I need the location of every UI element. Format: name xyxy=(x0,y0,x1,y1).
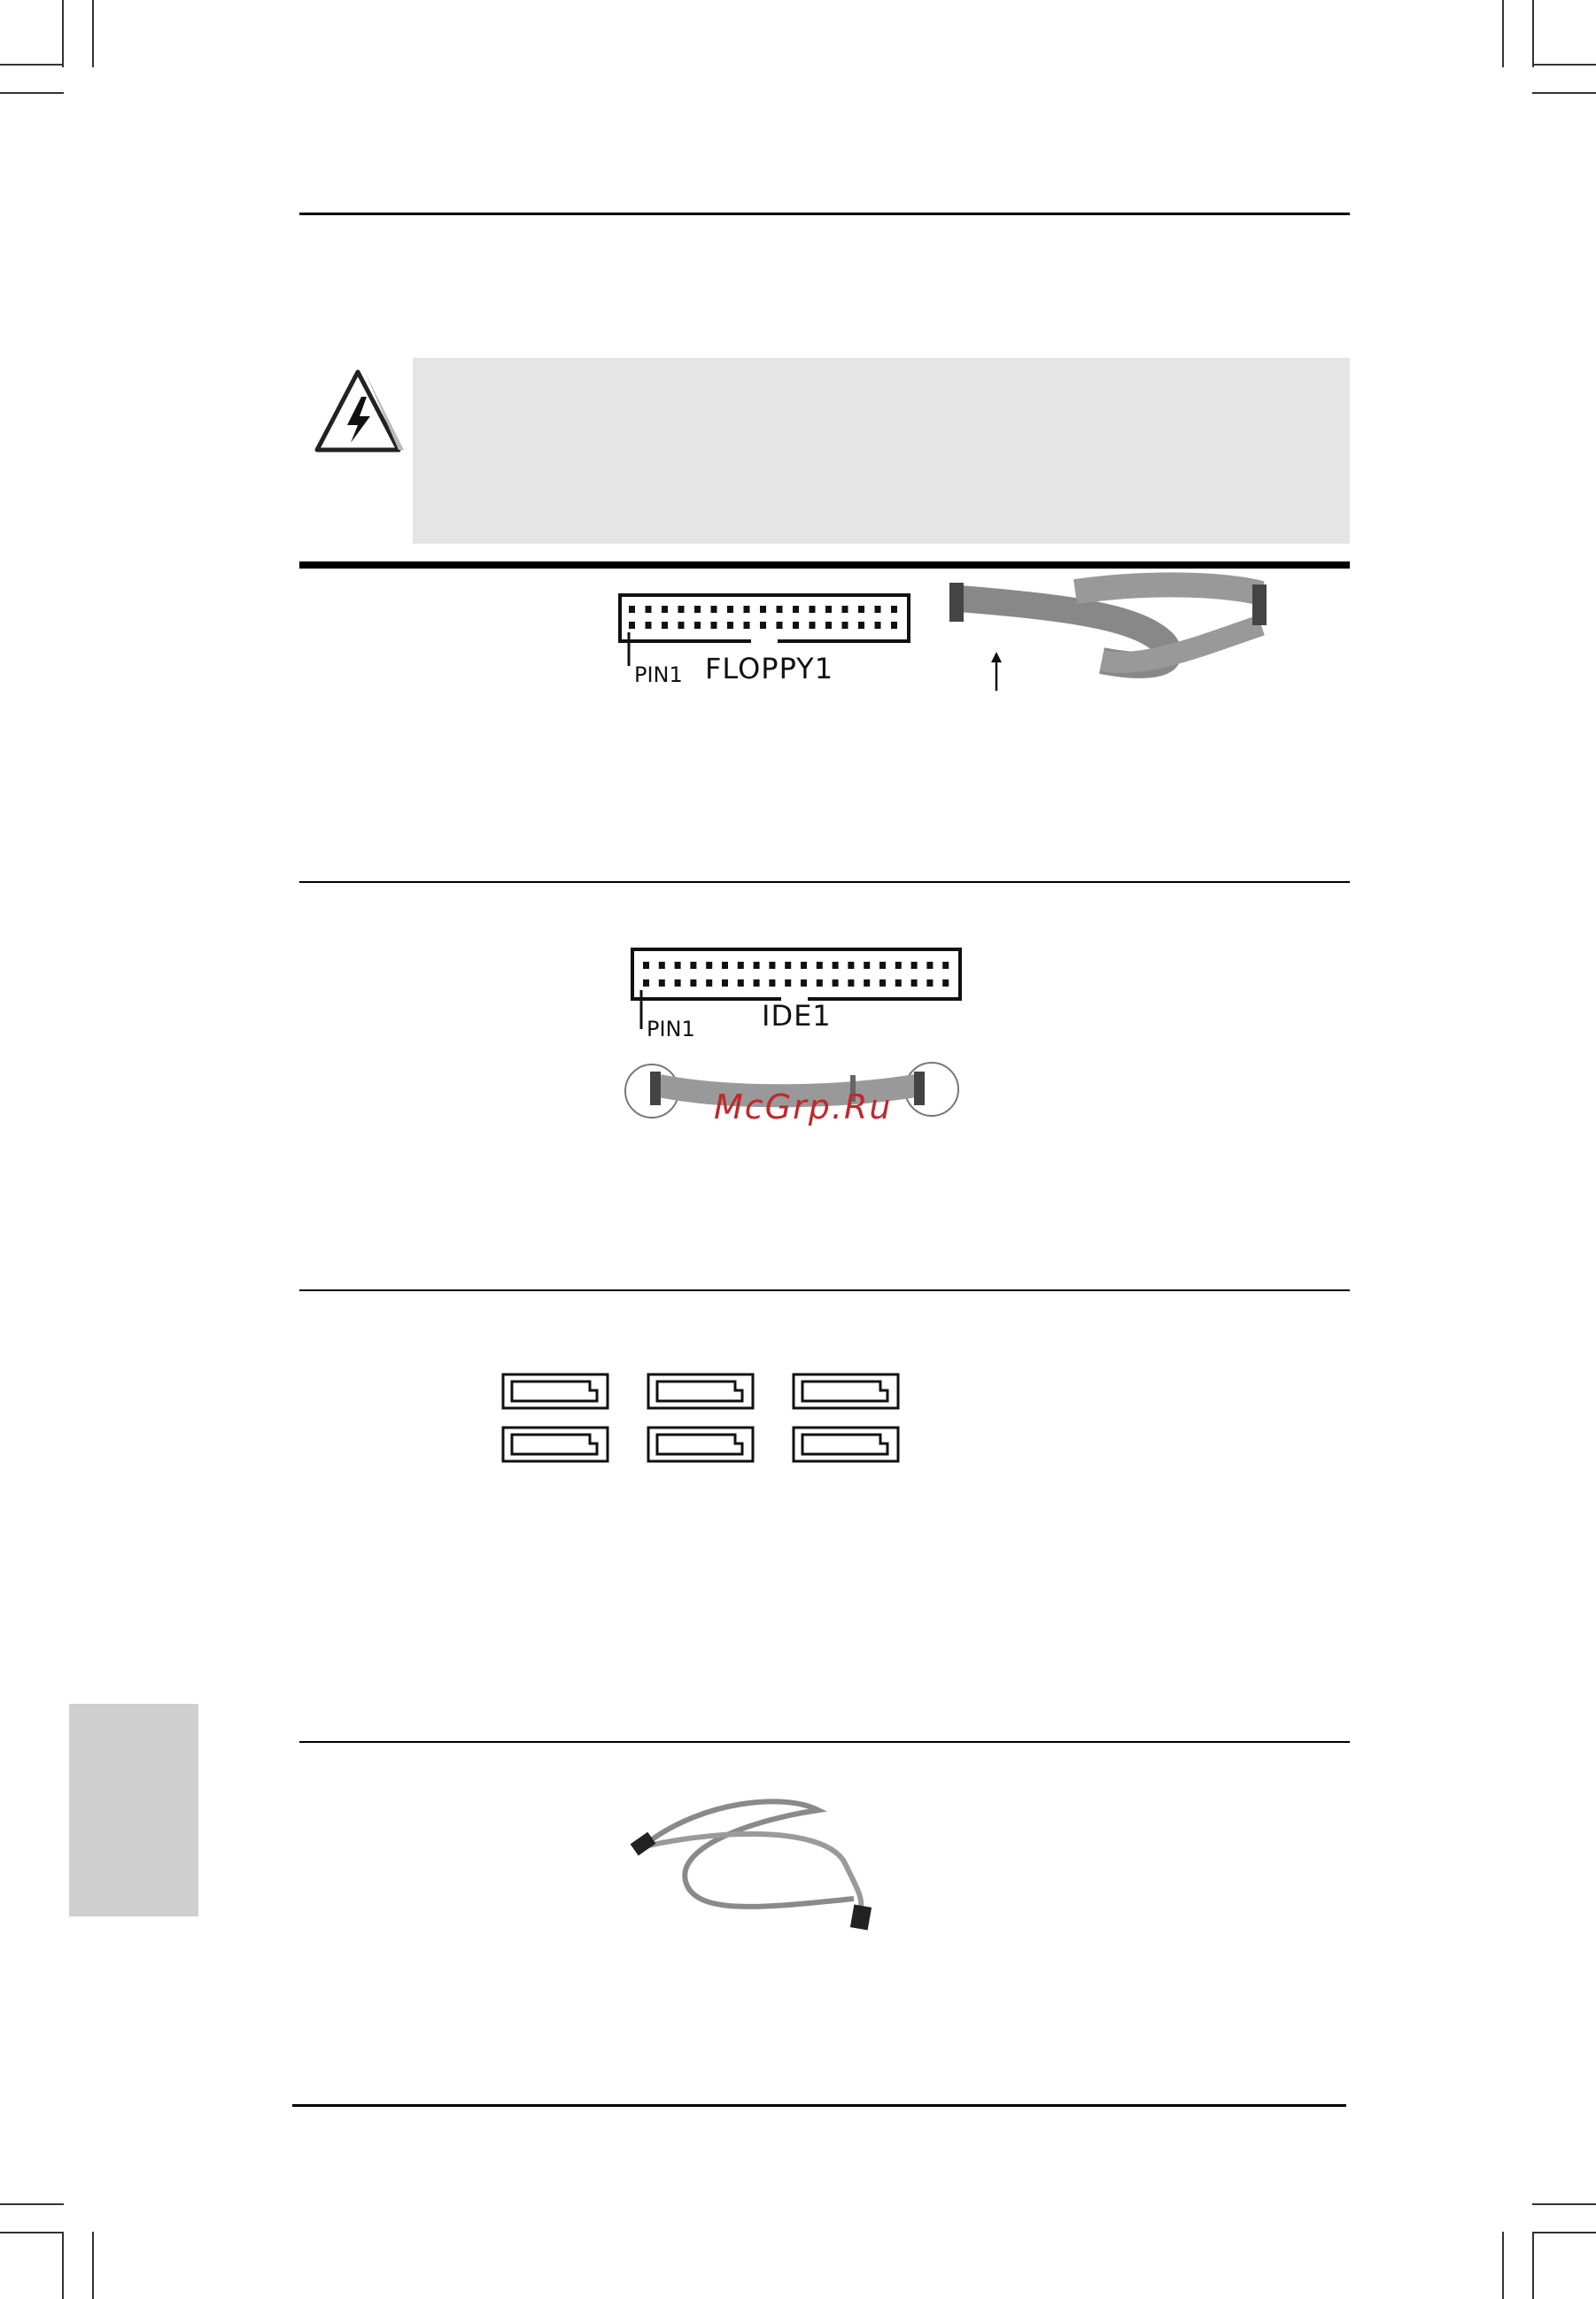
connector-pin xyxy=(727,622,733,629)
crop-mark xyxy=(0,64,64,66)
section-rule xyxy=(299,561,1350,569)
connector-pin xyxy=(754,962,760,969)
crop-mark xyxy=(1532,2232,1534,2299)
connector-pin xyxy=(738,962,744,969)
connector-pin xyxy=(864,979,870,987)
floppy-connector-label: FLOPPY1 xyxy=(705,652,834,685)
connector-pin xyxy=(722,979,728,987)
connector-pin xyxy=(842,622,848,629)
connector-pin xyxy=(706,962,712,969)
connector-pin xyxy=(769,979,775,987)
connector-pin xyxy=(858,622,864,629)
connector-pin xyxy=(711,606,717,613)
ide-pin1-label: PIN1 xyxy=(647,1017,695,1041)
crop-mark xyxy=(0,2232,64,2233)
crop-mark xyxy=(62,2232,64,2299)
connector-pin xyxy=(675,979,681,987)
warning-icon xyxy=(312,367,404,455)
sata-cable-image xyxy=(624,1792,898,1931)
connector-pin xyxy=(629,606,635,613)
arrow-up-icon xyxy=(988,652,1004,691)
crop-mark xyxy=(92,0,94,67)
connector-pin xyxy=(879,962,886,969)
connector-pin xyxy=(643,979,649,987)
connector-pin xyxy=(690,962,696,969)
connector-pin xyxy=(875,606,881,613)
crop-mark xyxy=(92,2232,94,2299)
connector-pin xyxy=(891,622,897,629)
connector-pin xyxy=(744,606,750,613)
crop-mark xyxy=(1532,0,1534,67)
ide-connector-label: IDE1 xyxy=(762,999,832,1033)
connector-pin xyxy=(760,622,766,629)
crop-mark xyxy=(0,2203,64,2205)
crop-mark xyxy=(1502,2232,1504,2299)
watermark: McGrp.Ru xyxy=(714,1088,893,1126)
connector-pin xyxy=(662,622,668,629)
connector-pin xyxy=(777,606,783,613)
connector-pin xyxy=(926,979,933,987)
connector-pin xyxy=(879,979,886,987)
sata-connectors-diagram xyxy=(501,1373,902,1470)
connector-pin xyxy=(911,962,918,969)
connector-pin xyxy=(754,979,760,987)
warning-box xyxy=(413,358,1350,544)
connector-pin xyxy=(769,962,775,969)
connector-pin xyxy=(858,606,864,613)
connector-pin xyxy=(760,606,766,613)
crop-mark xyxy=(0,92,64,94)
connector-pin xyxy=(659,979,665,987)
connector-pin xyxy=(926,962,933,969)
floppy-pin1-label: PIN1 xyxy=(634,662,683,687)
connector-pin xyxy=(891,606,897,613)
connector-pin xyxy=(785,979,791,987)
connector-pin xyxy=(690,979,696,987)
connector-pin xyxy=(629,622,635,629)
section-rule xyxy=(299,1741,1350,1743)
crop-mark xyxy=(1502,0,1504,67)
connector-pin xyxy=(942,979,949,987)
connector-pin xyxy=(842,606,848,613)
connector-pin xyxy=(678,622,685,629)
connector-pin xyxy=(643,962,649,969)
connector-pin xyxy=(810,606,816,613)
connector-pin xyxy=(646,606,652,613)
header-rule xyxy=(299,213,1350,215)
connector-pin xyxy=(785,962,791,969)
connector-pin xyxy=(706,979,712,987)
connector-pin xyxy=(825,606,832,613)
connector-pin xyxy=(711,622,717,629)
connector-pin xyxy=(793,622,799,629)
connector-pin xyxy=(744,622,750,629)
connector-pin xyxy=(895,962,902,969)
connector-pin xyxy=(801,979,807,987)
connector-pin xyxy=(738,979,744,987)
connector-pin xyxy=(801,962,807,969)
footer-rule xyxy=(292,2104,1346,2107)
connector-pin xyxy=(694,606,701,613)
section-rule xyxy=(299,1289,1350,1291)
connector-pin xyxy=(694,622,701,629)
crop-mark xyxy=(1532,2232,1596,2233)
connector-pin xyxy=(659,962,665,969)
connector-pin xyxy=(817,979,823,987)
connector-pin xyxy=(722,962,728,969)
connector-pin xyxy=(825,622,832,629)
crop-mark xyxy=(1532,92,1596,94)
connector-pin xyxy=(675,962,681,969)
connector-pin xyxy=(895,979,902,987)
connector-pin xyxy=(911,979,918,987)
connector-pin xyxy=(793,606,799,613)
chapter-side-tab xyxy=(69,1704,198,1916)
connector-pin xyxy=(833,962,839,969)
crop-mark xyxy=(1532,64,1596,66)
connector-pin xyxy=(864,962,870,969)
connector-pin xyxy=(646,622,652,629)
connector-pin xyxy=(678,606,685,613)
connector-pin xyxy=(848,962,854,969)
connector-pin xyxy=(942,962,949,969)
connector-pin xyxy=(848,979,854,987)
crop-mark xyxy=(62,0,64,67)
connector-pin xyxy=(817,962,823,969)
connector-pin xyxy=(810,622,816,629)
connector-pin xyxy=(833,979,839,987)
crop-mark xyxy=(1532,2203,1596,2205)
connector-pin xyxy=(662,606,668,613)
connector-pin xyxy=(777,622,783,629)
connector-pin xyxy=(875,622,881,629)
connector-pin xyxy=(727,606,733,613)
section-rule xyxy=(299,881,1350,883)
